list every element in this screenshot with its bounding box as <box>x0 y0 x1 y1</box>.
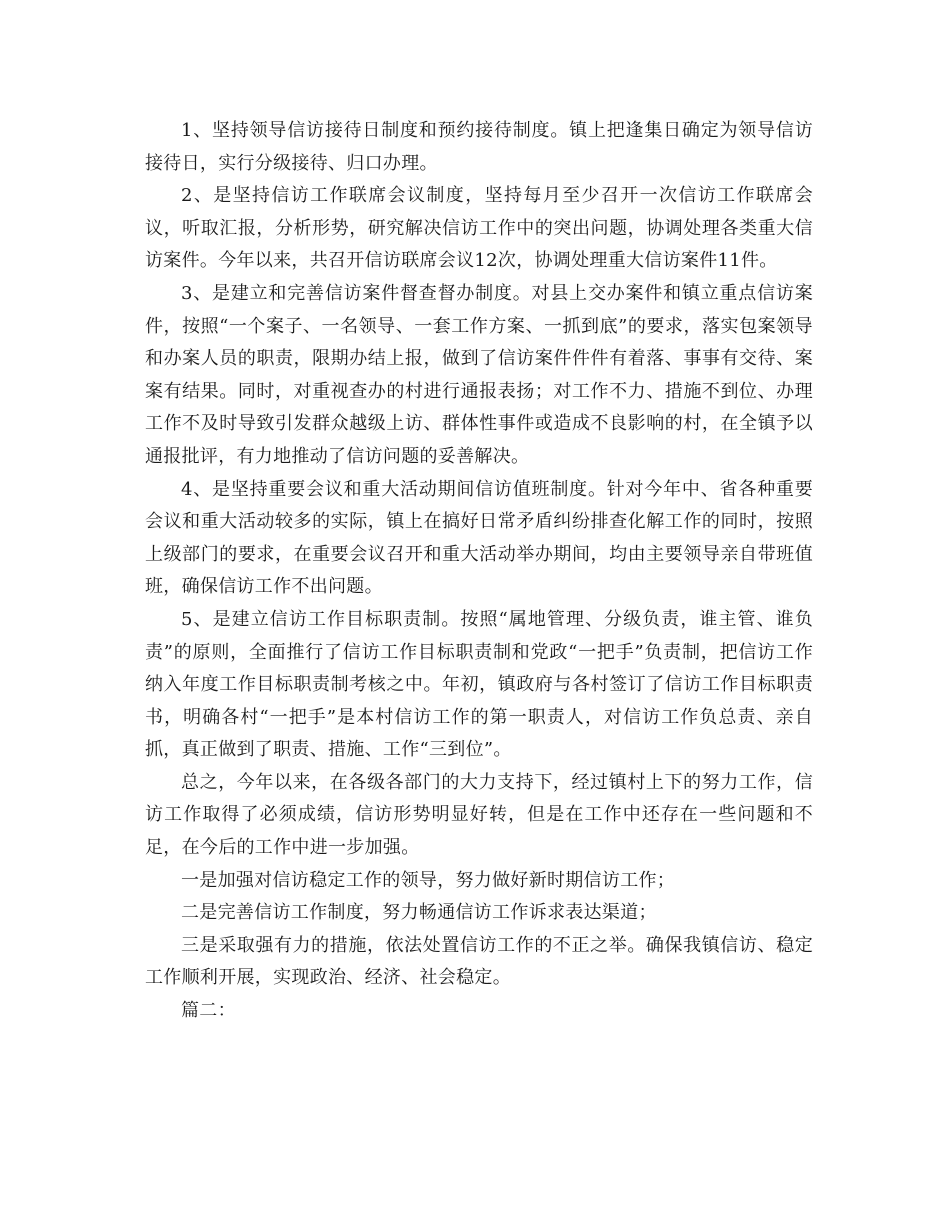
paragraph-3: 3、是建立和完善信访案件督查督办制度。对县上交办案件和镇立重点信访案件，按照“一个案子、一名领导、一套工作方案、一抓到底”的要求，落实包案领导和办案人员的职责，限期办结上报，做到了信访案件件件有着落、事事有交待、案案有结果。同时，对重视查办的村进行通报表扬；对工作不力、措施不到位、办理工作不及时导致引发群众越级上访、群体性事件或造成不良影响的村，在全镇予以通报批评，有力地推动了信访问题的妥善解决。 <box>145 282 813 467</box>
paragraph-point-2: 二是完善信访工作制度，努力畅通信访工作诉求表达渠道； <box>181 902 657 924</box>
paragraph-1: 1、坚持领导信访接待日制度和预约接待制度。镇上把逢集日确定为领导信访接待日，实行分级接待、归口办理。 <box>145 120 813 174</box>
document-body <box>145 115 813 1028</box>
paragraph-5: 5、是建立信访工作目标职责制。按照“属地管理、分级负责，谁主管、谁负责”的原则，全面推行了信访工作目标职责制和党政“一把手”负责制，把信访工作纳入年度工作目标职责制考核之中。年初，镇政府与各村签订了信访工作目标职责书，明确各村“一把手”是本村信访工作的第一职责人，对信访工作负总责、亲自抓，真正做到了职责、措施、工作“三到位”。 <box>145 608 813 761</box>
paragraph-point-1: 一是加强对信访稳定工作的领导，努力做好新时期信访工作； <box>181 869 676 891</box>
paragraph-summary: 总之，今年以来，在各级各部门的大力支持下，经过镇村上下的努力工作，信访工作取得了必须成绩，信访形势明显好转，但是在工作中还存在一些问题和不足，在今后的工作中进一步加强。 <box>145 771 813 859</box>
paragraph-4: 4、是坚持重要会议和重大活动期间信访值班制度。针对今年中、省各种重要会议和重大活动较多的实际，镇上在搞好日常矛盾纠纷排查化解工作的同时，按照上级部门的要求，在重要会议召开和重大活动举办期间，均由主要领导亲自带班值班，确保信访工作不出问题。 <box>145 478 813 598</box>
section-heading: 篇二： <box>181 1000 236 1022</box>
paragraph-point-3: 三是采取强有力的措施，依法处置信访工作的不正之举。确保我镇信访、稳定工作顺利开展，实现政治、经济、社会稳定。 <box>145 934 813 989</box>
paragraph-2: 2、是坚持信访工作联席会议制度，坚持每月至少召开一次信访工作联席会议，听取汇报，分析形势，研究解决信访工作中的突出问题，协调处理各类重大信访案件。今年以来，共召开信访联席会议12次，协调处理重大信访案件11件。 <box>145 185 813 272</box>
